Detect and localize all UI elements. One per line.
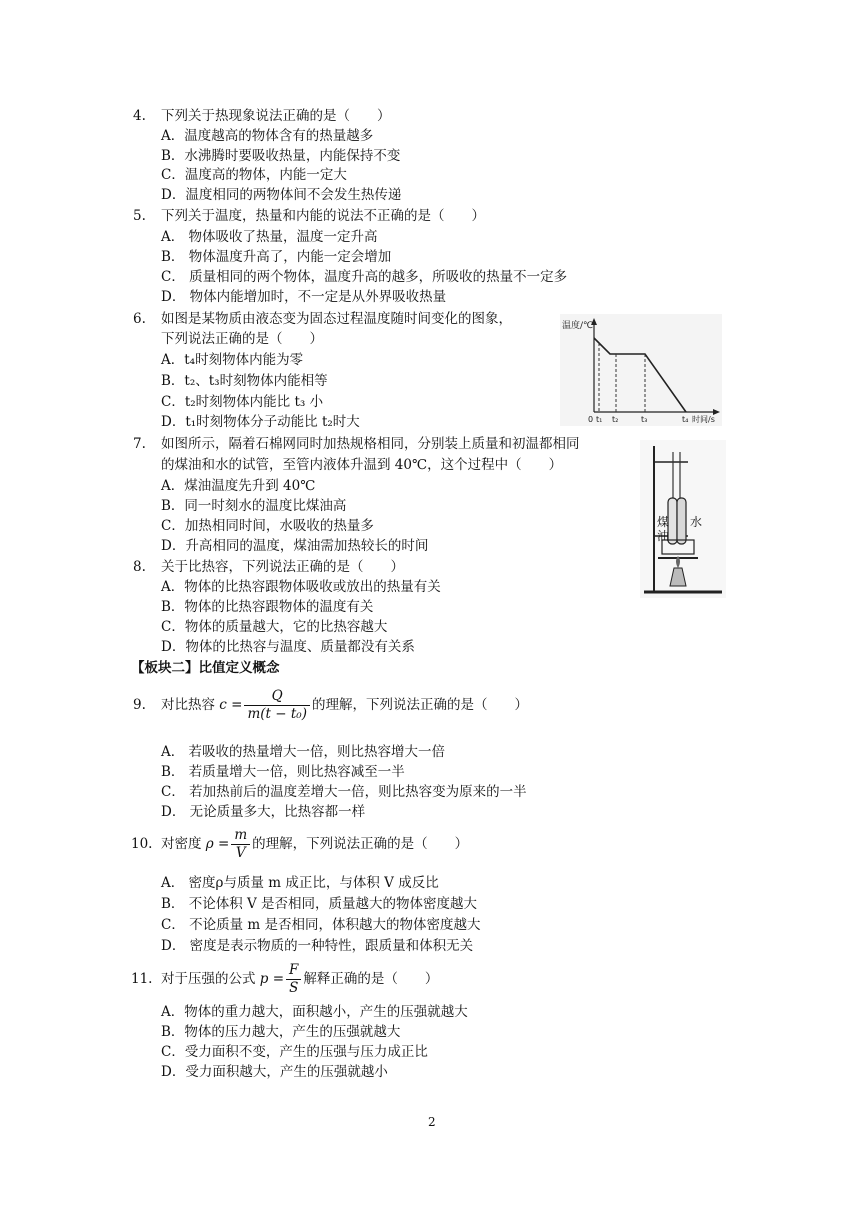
q10-formula-lhs: ρ = xyxy=(205,836,230,852)
q11-option-b: B．物体的压力越大，产生的压强就越大 xyxy=(161,1024,401,1040)
q5-option-b: B． 物体温度升高了，内能一定会增加 xyxy=(161,249,392,265)
q7-stem-line1: 如图所示，隔着石棉网同时加热规格相同，分别装上质量和初温都相同 xyxy=(161,436,580,452)
graph-origin-label: 0 xyxy=(588,415,594,424)
q10-prefix: 对密度 xyxy=(161,836,206,852)
q9-formula-fraction xyxy=(244,688,310,723)
q11-formula-fraction xyxy=(286,962,301,997)
q6-option-c: C．t₂时刻物体内能比 t₃ 小 xyxy=(161,394,324,410)
q9-stem xyxy=(161,683,528,727)
q7-option-c: C．加热相同时间，水吸收的热量多 xyxy=(161,518,374,534)
section-heading: 【板块二】比值定义概念 xyxy=(131,660,280,676)
q11-formula-denominator: S xyxy=(289,980,299,996)
page-number: 2 xyxy=(428,1115,436,1129)
q7-heating-apparatus-figure xyxy=(640,440,726,598)
q11-formula-numerator: F xyxy=(286,962,301,980)
q10-option-b: B． 不论体积 V 是否相同，质量越大的物体密度越大 xyxy=(161,896,478,912)
q8-option-c: C．物体的质量越大，它的比热容越大 xyxy=(161,619,388,635)
q11-number: 11. xyxy=(131,971,153,987)
q4-number: 4. xyxy=(133,108,146,124)
graph-x-label: 时间/s xyxy=(692,415,715,424)
q8-option-b: B．物体的比热容跟物体的温度有关 xyxy=(161,599,374,615)
q4-option-b: B．水沸腾时要吸收热量，内能保持不变 xyxy=(161,148,401,164)
q10-formula-numerator: m xyxy=(231,827,250,845)
q9-formula-numerator: Q xyxy=(244,688,310,706)
q10-option-d: D． 密度是表示物质的一种特性，跟质量和体积无关 xyxy=(161,938,474,954)
q11-suffix: 解释正确的是（ ） xyxy=(303,971,439,987)
test-tube-oil xyxy=(668,498,677,544)
q9-option-c: C． 若加热前后的温度差增大一倍，则比热容变为原来的一半 xyxy=(161,784,527,800)
q11-formula-lhs: p = xyxy=(259,971,285,987)
q6-option-a: A．t₄时刻物体内能为零 xyxy=(161,352,304,368)
q8-number: 8. xyxy=(133,559,146,575)
graph-tick-t1: t₁ xyxy=(596,415,603,424)
graph-y-label: 温度/℃ xyxy=(562,321,594,331)
q7-option-d: D．升高相同的温度，煤油需加热较长的时间 xyxy=(161,538,429,554)
q11-prefix: 对于压强的公式 xyxy=(161,971,260,987)
q8-option-a: A．物体的比热容跟物体吸收或放出的热量有关 xyxy=(161,579,441,595)
q4-option-a: A．温度越高的物体含有的热量越多 xyxy=(161,128,374,144)
q5-option-c: C． 质量相同的两个物体，温度升高的越多，所吸收的热量不一定多 xyxy=(161,269,568,285)
q11-option-d: D．受力面积越大，产生的压强就越小 xyxy=(161,1064,388,1080)
q5-option-d: D． 物体内能增加时，不一定是从外界吸收热量 xyxy=(161,289,447,305)
graph-tick-t2: t₂ xyxy=(612,415,619,424)
q7-number: 7. xyxy=(133,436,146,452)
graph-tick-t4: t₄ xyxy=(682,415,689,424)
q9-prefix: 对比热容 xyxy=(161,697,220,713)
q9-formula-lhs: c = xyxy=(219,697,243,713)
q6-stem-line2: 下列说法正确的是（ ） xyxy=(161,331,323,347)
q5-number: 5. xyxy=(133,208,146,224)
q6-option-d: D．t₁时刻物体分子动能比 t₂时大 xyxy=(161,414,360,430)
q10-formula-denominator: V xyxy=(235,845,246,861)
label-water: 水 xyxy=(690,515,703,529)
q10-option-a: A． 密度ρ与质量 m 成正比，与体积 V 成反比 xyxy=(161,875,439,891)
q11-option-a: A．物体的重力越大，面积越小，产生的压强就越大 xyxy=(161,1004,468,1020)
q6-option-b: B．t₂、t₃时刻物体内能相等 xyxy=(161,373,328,389)
q7-option-a: A．煤油温度先升到 40℃ xyxy=(161,478,316,494)
q10-option-c: C． 不论质量 m 是否相同，体积越大的物体密度越大 xyxy=(161,917,481,933)
q4-option-c: C．温度高的物体，内能一定大 xyxy=(161,167,347,183)
q10-stem xyxy=(161,822,468,866)
q10-suffix: 的理解，下列说法正确的是（ ） xyxy=(252,836,469,852)
q11-option-c: C．受力面积不变，产生的压强与压力成正比 xyxy=(161,1044,428,1060)
q6-stem-line1: 如图是某物质由液态变为固态过程温度随时间变化的图象， xyxy=(161,311,512,327)
test-tube-water xyxy=(677,498,686,544)
q10-number: 10. xyxy=(131,836,153,852)
q4-stem: 下列关于热现象说法正确的是（ ） xyxy=(161,108,391,124)
q6-number: 6. xyxy=(133,311,146,327)
q5-option-a: A． 物体吸收了热量，温度一定升高 xyxy=(161,229,378,245)
q7-stem-line2: 的煤油和水的试管，至管内液体升温到 40℃，这个过程中（ ） xyxy=(161,457,563,473)
q8-option-d: D．物体的比热容与温度、质量都没有关系 xyxy=(161,639,415,655)
q9-option-d: D． 无论质量多大，比热容都一样 xyxy=(161,804,366,820)
q9-option-a: A． 若吸收的热量增大一倍，则比热容增大一倍 xyxy=(161,744,446,760)
q9-formula-denominator: m(t − t₀) xyxy=(247,706,307,722)
q4-option-d: D．温度相同的两物体间不会发生热传递 xyxy=(161,187,402,203)
q5-stem: 下列关于温度，热量和内能的说法不正确的是（ ） xyxy=(161,208,485,224)
q9-number: 9. xyxy=(133,697,146,713)
q9-suffix: 的理解，下列说法正确的是（ ） xyxy=(311,697,528,713)
q9-option-b: B． 若质量增大一倍，则比热容减至一半 xyxy=(161,764,405,780)
q6-temperature-time-graph xyxy=(560,314,722,426)
q7-option-b: B．同一时刻水的温度比煤油高 xyxy=(161,498,347,514)
q11-stem xyxy=(161,957,438,1001)
label-oil-char1: 煤 xyxy=(657,515,670,529)
graph-tick-t3: t₃ xyxy=(641,415,648,424)
label-oil-char2: 油 xyxy=(657,529,670,543)
q8-stem: 关于比热容，下列说法正确的是（ ） xyxy=(161,559,404,575)
q10-formula-fraction xyxy=(231,827,250,862)
